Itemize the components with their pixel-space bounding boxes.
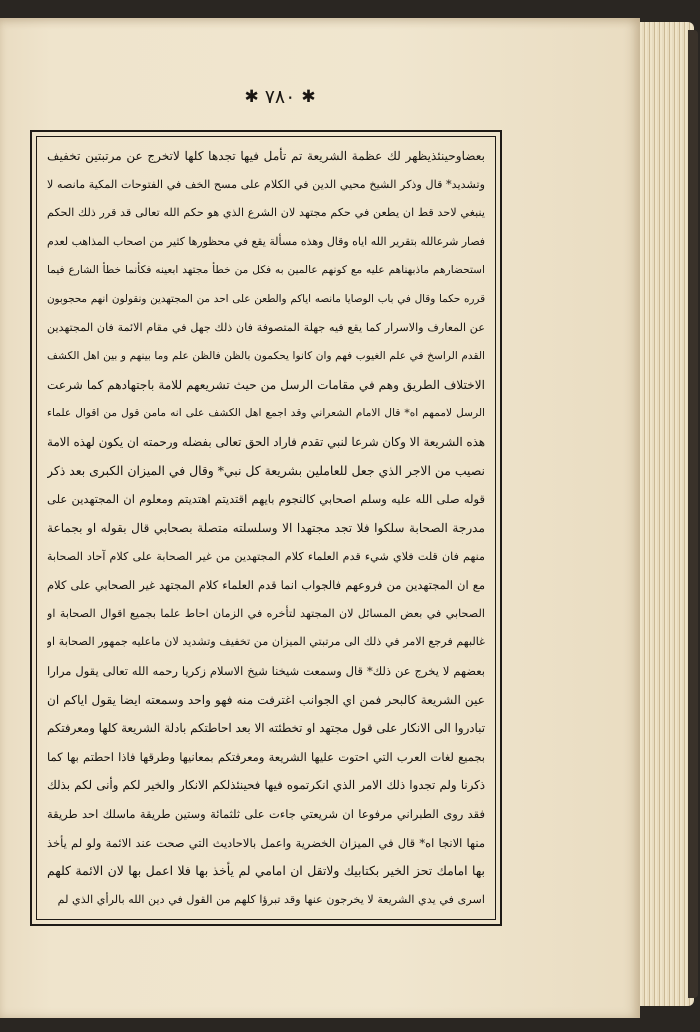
text-line: هذه الشريعة الا وكان شرعا لنبي تقدم فاراد الحق تعالى بفضله ورحمته ان يكون لهذه الامة — [47, 435, 485, 450]
text-line: غالبهم فرجع الامر في ذلك الى مرتبتي الميزان من تخفيف وتشديد لان ماعليه جمهور الصحابة او — [47, 635, 485, 649]
text-line: الصحابي في بعض المسائل لان المجتهد لتأخره في الزمان احاط علما بجميع اقوال الصحابة او — [47, 606, 485, 620]
text-line: عن المعارف والاسرار كما يقع فيه جهلة المتصوفة فان ذلك جهل في مقام الائمة فان المجتهدين — [47, 320, 485, 334]
text-line: تبادروا الى الانكار على قول مجتهد او تخطئته الا بعد احاطتكم بادلة الشريعة كلها ومعرفتكم — [47, 721, 485, 736]
text-line: وتشديد* قال وذكر الشيخ محيي الدين في الكلام على مسح الخف في الفتوحات المكية مانصه لا — [47, 177, 485, 191]
text-line: مع ان المجتهدين من فروعهم فالجواب انما قدم العلماء كلام المجتهد غير الصحابي على كلام — [47, 578, 485, 593]
text-line: منهم فان قلت فلاي شيء قدم العلماء كلام المجتهدين من غير الصحابة على كلام آحاد الصحابة — [47, 549, 485, 563]
text-line: نصيب من الاجر الذي جعل للعاملين بشريعة كل نبي* وقال في الميزان الكبرى بعد ذكر — [47, 462, 485, 478]
page-header — [240, 84, 320, 110]
text-line: بعضاوحينئذيظهر لك عظمة الشريعة تم تأمل فيها تجدها كلها لاتخرج عن مرتبتين تخفيف — [47, 149, 485, 163]
text-line: منها الانجا اه* قال في الميزان الخضرية واعمل بالاحاديث التي صحت عند الائمة ولو لم يأخذ — [47, 835, 485, 850]
text-line: ذكرنا ولم تجدوا ذلك الامر الذي انكرتموه فيها فحينئذلكم الانكار والخير لكم وأنى لكم بذلك — [47, 778, 485, 793]
text-line: فصار شرعالله بتقرير الله اياه وقال وهذه مسألة يقع في محظورها كثير من اصحاب المذاهب لعدم — [47, 234, 485, 248]
text-line: ينبغي لاحد قط ان يطعن في حكم مجتهد لان الشرع الذي هو حكم الله تعالى قد قرر ذلك الحكم — [47, 206, 485, 220]
text-line: اسرى في يدي الشريعة لا يخرجون عنها وقد تبرؤا كلهم من القول في دين الله بالرأي الذي لم — [57, 892, 485, 906]
text-frame — [30, 130, 502, 926]
page-number: ٧٨٠ — [264, 86, 296, 108]
text-line: عين الشريعة كالبحر فمن اي الجوانب اغترفت منه فهو واحد وسمعته ايضا يقول اياكم ان — [47, 692, 485, 707]
text-line: الاختلاف الطريق وهم في مقامات الرسل من حيث تشريعهم للامة باجتهادهم كما شرعت — [47, 377, 485, 392]
text-line: فقد روى الطبراني مرفوعا ان شريعتي جاءت على ثلثمائة وستين طريقة ماسلك احد طريقة — [47, 807, 485, 822]
text-line: بعضهم لا يخرج عن ذلك* قال وسمعت شيخنا شيخ الاسلام زكريا رحمه الله تعالى يقول مرارا — [47, 663, 485, 678]
text-line: قوله صلى الله عليه وسلم اصحابي كالنجوم بايهم اقتديتم اهتديتم ومعلوم ان المجتهدين على — [47, 492, 485, 507]
text-line: مدرجة الصحابة سلكوا فلا تجد مجتهدا الا وسلسلته متصلة بصحابي قال بقوله او بجماعة — [47, 520, 485, 535]
ornament-icon: ✱ — [301, 87, 316, 107]
text-line: بجميع لغات العرب التي احتوت عليها الشريعة ومعرفتكم بمعانيها وطرقها فاذا احطتم بها كما — [47, 749, 485, 764]
text-line: الرسل لاممهم اه* قال الامام الشعراني وقد اجمع اهل الكشف على انه مامن قول من اقوال علماء — [47, 407, 485, 420]
text-line: بها امامك تحز الخير بكتابيك ولاتقل ان امامي لم يأخذ بها فلا اعمل بها لان الائمة كلهم — [47, 863, 485, 879]
text-line: استحضارهم ماذبهناهم عليه مع كونهم عالمين به فكل من خطأ مجتهد ابعينه فكأنما خطأ الشارع فيما — [47, 264, 485, 277]
book-page-edges — [632, 22, 694, 1006]
book-edge-shadow — [688, 30, 698, 998]
book-page — [0, 18, 640, 1018]
text-line: القدم الراسخ في علم الغيوب فهم وان كانوا يحكمون بالظن فالظن علم وما بينهم و بين اهل الكشف — [47, 350, 485, 363]
ornament-icon: ✱ — [244, 87, 259, 107]
text-body — [36, 136, 496, 920]
text-line: قرره حكما وقال في باب الوصايا مانصه اياكم والطعن على احد من المجتهدين ونقولون انهم محجوبون — [47, 293, 485, 306]
